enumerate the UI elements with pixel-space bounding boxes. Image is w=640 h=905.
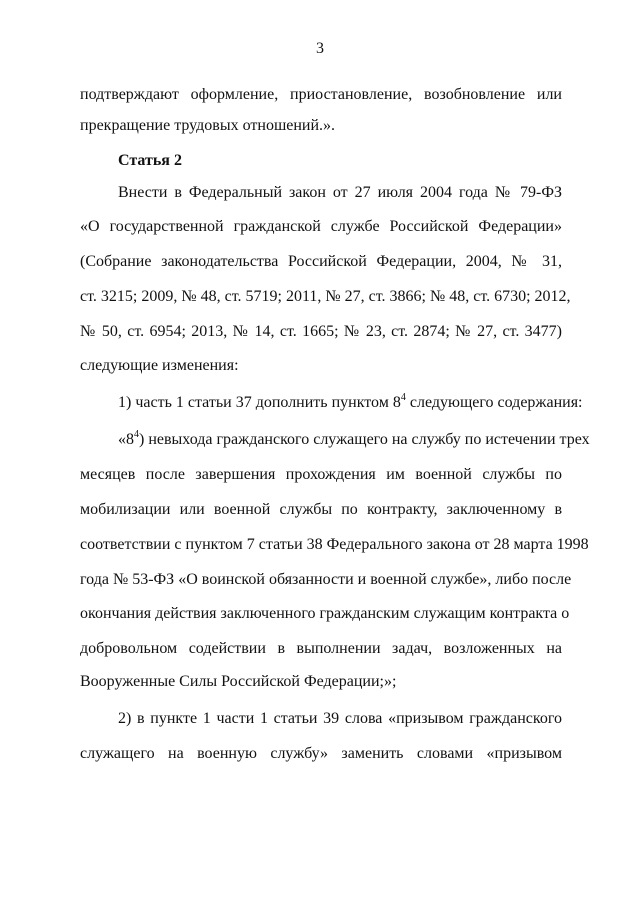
quoted-clause-start: [118, 428, 590, 449]
text-line-6: ст. 3215; 2009, № 48, ст. 5719; 2011, № 27, ст. 3866; № 48, ст. 6730; 2012,: [80, 288, 571, 305]
amendment-item-1-text-end: следующего содержания:: [405, 394, 583, 411]
text-line-16: добровольном содействии в выполнении задач, возложенных на: [80, 640, 562, 657]
text-line-3: Внести в Федеральный закон от 27 июля 2004 года № 79-ФЗ: [118, 184, 562, 201]
quoted-clause-text: ) невыхода гражданского служащего на службу по истечении трех: [139, 431, 590, 448]
page-number: 3: [316, 40, 324, 57]
superscript-4: 4: [400, 391, 406, 403]
quoted-clause-number: «8: [118, 431, 134, 448]
text-line-2: прекращение трудовых отношений.».: [80, 117, 336, 134]
amendment-item-1-text: 1) часть 1 статьи 37 дополнить пунктом 8: [118, 394, 401, 411]
text-line-17: Вооруженные Силы Российской Федерации;»;: [80, 673, 397, 690]
text-line-19: служащего на военную службу» заменить словами «призывом: [80, 745, 562, 762]
text-line-5: (Собрание законодательства Российской Федерации, 2004, № 31,: [80, 253, 562, 270]
text-line-12: мобилизации или военной службы по контракту, заключенному в: [80, 501, 562, 518]
text-line-15: окончания действия заключенного гражданским служащим контракта о: [80, 605, 570, 622]
amendment-item-2: 2) в пункте 1 части 1 статьи 39 слова «призывом гражданского: [118, 710, 562, 727]
text-line-13: соответствии с пунктом 7 статьи 38 Федерального закона от 28 марта 1998: [80, 536, 589, 553]
article-heading: Статья 2: [118, 152, 182, 169]
text-line-14: года № 53-ФЗ «О воинской обязанности и военной службе», либо после: [80, 571, 572, 588]
superscript-4: 4: [134, 428, 139, 440]
text-line-1: подтверждают оформление, приостановление, возобновление или: [80, 86, 562, 103]
text-line-7: № 50, ст. 6954; 2013, № 14, ст. 1665; № 23, ст. 2874; № 27, ст. 3477): [80, 323, 562, 340]
text-line-8: следующие изменения:: [80, 357, 239, 374]
text-line-11: месяцев после завершения прохождения им военной службы по: [80, 466, 562, 483]
text-line-4: «О государственной гражданской службе Российской Федерации»: [80, 218, 562, 235]
amendment-item-1: [118, 391, 583, 412]
